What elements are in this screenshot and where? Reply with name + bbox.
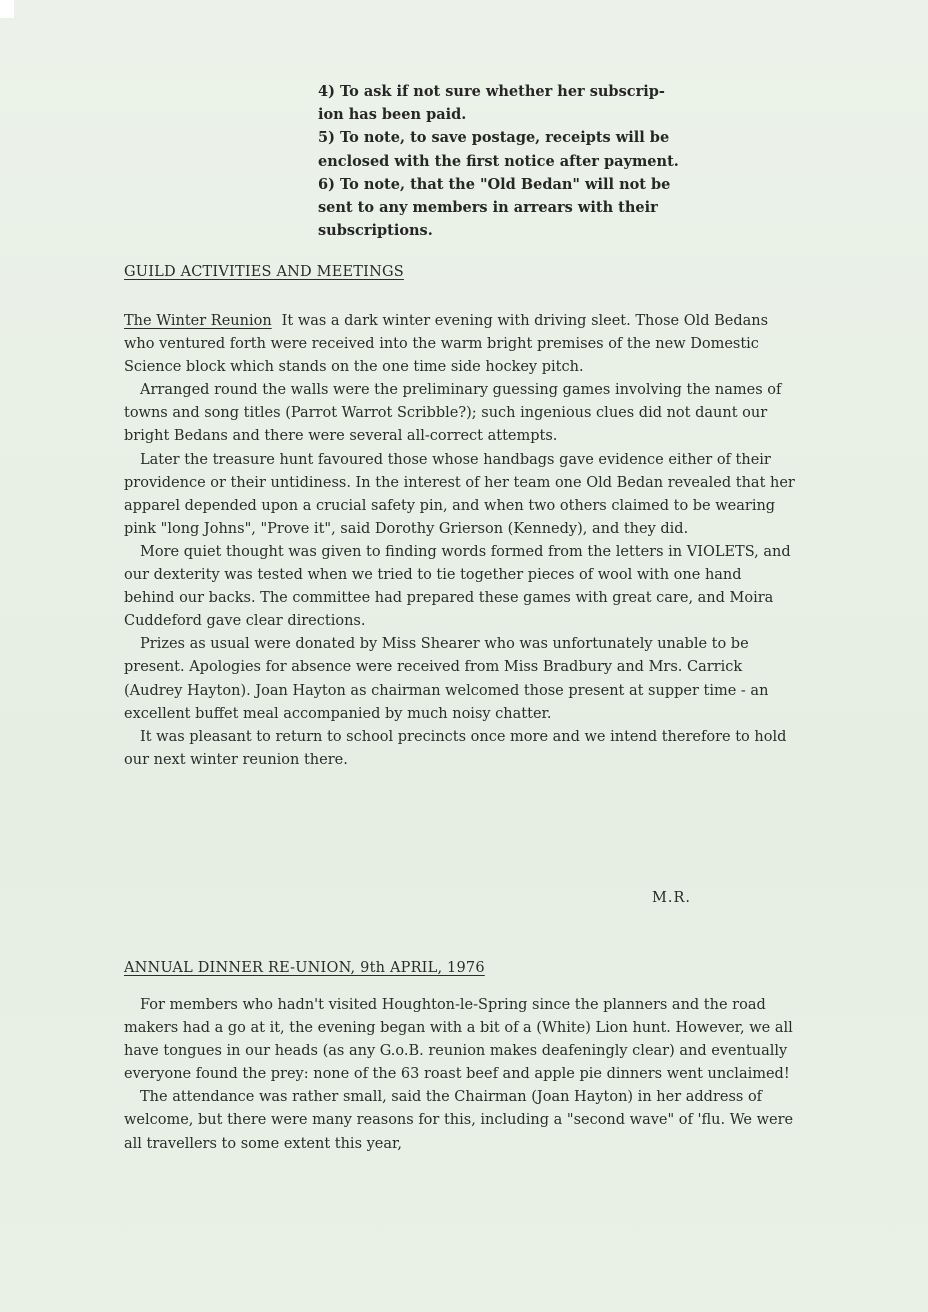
- paragraph: Arranged round the walls were the preliminary guessing games involving the names of towns and song titles (Parrot Warrot Scribble?); such ingenious clues did not daunt our bright Bedans and there were several all-correct attempts.: [124, 382, 782, 445]
- paragraph: The attendance was rather small, said the Chairman (Joan Hayton) in her address of welcome, but there were many reasons for this, including a "second wave" of 'flu. We were all travellers to some extent this year,: [124, 1089, 794, 1152]
- paragraph: Prizes as usual were donated by Miss Shearer who was unfortunately unable to be present. Apologies for absence were received from Miss Bradbury and Mrs. Carrick (Audrey Hayton). Joan Hayton as chairman welcomed those present at supper time - an excellent buffet meal accompanied by much noisy chatter.: [124, 636, 769, 722]
- list-line: sent to any members in arrears with their: [318, 199, 658, 217]
- list-line: 4) To ask if not sure whether her subscrip-: [318, 83, 665, 100]
- paragraph: It was pleasant to return to school precincts once more and we intend therefore to hold our next winter reunion there.: [124, 728, 787, 768]
- list-line: ion has been paid.: [318, 106, 467, 124]
- list-line: enclosed with the first notice after payment.: [318, 152, 679, 170]
- annual-dinner-text: [124, 994, 796, 1156]
- subscription-list: [318, 80, 738, 242]
- paragraph: The Winter Reunion It was a dark winter evening with driving sleet. Those Old Bedans who ventured forth were received into the warm bright premises of the new Domestic Science block which stands on the one time side hockey pitch.: [124, 313, 769, 376]
- section-heading-guild-activities: GUILD ACTIVITIES AND MEETINGS: [124, 264, 404, 280]
- section-heading-annual-dinner: ANNUAL DINNER RE-UNION, 9th APRIL, 1976: [124, 960, 485, 976]
- signature-initials: M.R.: [652, 890, 691, 906]
- list-line: 6) To note, that the "Old Bedan" will not be: [318, 175, 671, 193]
- paragraph: For members who hadn't visited Houghton-le-Spring since the planners and the road makers had a go at it, the evening began with a bit of a (White) Lion hunt. However, we all have tongues in our heads (as any G.o.B. reunion makes deafeningly clear) and eventually everyone found the prey: none of the 63 roast beef and apple pie dinners went unclaimed!: [124, 997, 793, 1083]
- page-corner-tab: [0, 0, 14, 18]
- paragraph: Later the treasure hunt favoured those whose handbags gave evidence either of their providence or their untidiness. In the interest of her team one Old Bedan revealed that her apparel depended upon a crucial safety pin, and when two others claimed to be wearing pink "long Johns", "Prove it", said Dorothy Grierson (Kennedy), and they did.: [124, 451, 795, 537]
- winter-reunion-text: [124, 310, 796, 772]
- paragraph: More quiet thought was given to finding words formed from the letters in VIOLETS, and our dexterity was tested when we tried to tie together pieces of wool with one hand behind our backs. The committee had prepared these games with great care, and Moira Cuddeford gave clear directions.: [124, 543, 791, 630]
- list-line: 5) To note, to save postage, receipts will be: [318, 129, 670, 147]
- winter-reunion-subheading: The Winter Reunion: [124, 313, 272, 329]
- list-line: subscriptions.: [318, 222, 433, 240]
